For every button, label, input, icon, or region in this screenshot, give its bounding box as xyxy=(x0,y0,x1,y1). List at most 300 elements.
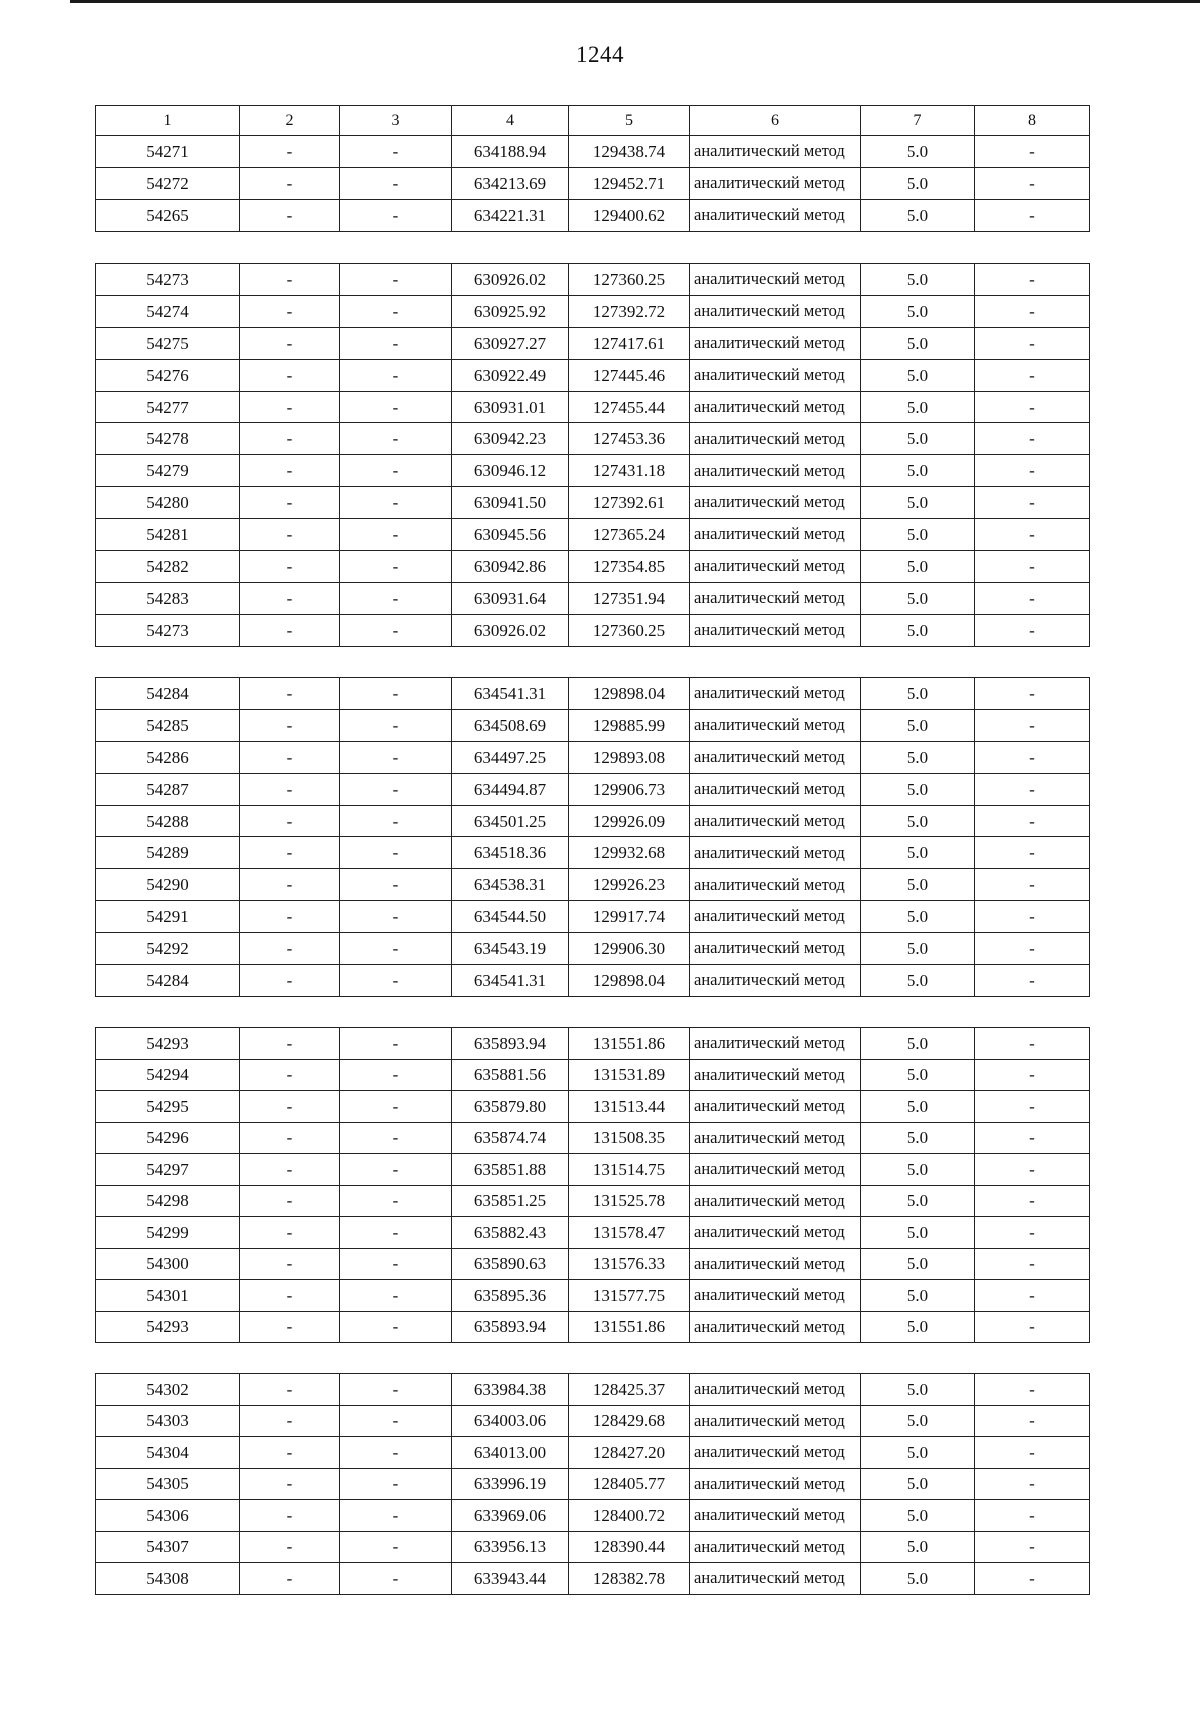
table-cell: аналитический метод xyxy=(690,264,861,296)
table-cell: 131576.33 xyxy=(569,1248,690,1280)
table-cell: 5.0 xyxy=(861,487,975,519)
table-cell: 128425.37 xyxy=(569,1374,690,1406)
table-cell: аналитический метод xyxy=(690,359,861,391)
column-header: 5 xyxy=(569,106,690,136)
table-cell: - xyxy=(240,455,340,487)
table-cell: 5.0 xyxy=(861,1122,975,1154)
table-cell: аналитический метод xyxy=(690,1122,861,1154)
table-cell: аналитический метод xyxy=(690,1059,861,1091)
table-cell: - xyxy=(240,901,340,933)
table-row xyxy=(96,965,1090,997)
table-cell: 54285 xyxy=(96,709,240,741)
table-cell: 54308 xyxy=(96,1563,240,1595)
table-cell: 127453.36 xyxy=(569,423,690,455)
table-cell: 54282 xyxy=(96,551,240,583)
table-cell: аналитический метод xyxy=(690,1531,861,1563)
table-cell: 634003.06 xyxy=(452,1405,569,1437)
table-cell: 5.0 xyxy=(861,1374,975,1406)
table-cell: 5.0 xyxy=(861,1091,975,1123)
table-cell: - xyxy=(240,168,340,200)
table-cell: аналитический метод xyxy=(690,136,861,168)
table-cell: 127351.94 xyxy=(569,582,690,614)
table-cell: - xyxy=(340,359,452,391)
table-row xyxy=(96,582,1090,614)
table-cell: 5.0 xyxy=(861,1154,975,1186)
table-cell: 54289 xyxy=(96,837,240,869)
table-cell: - xyxy=(340,1374,452,1406)
table-row xyxy=(96,678,1090,710)
table-cell: 54303 xyxy=(96,1405,240,1437)
table-cell: 634213.69 xyxy=(452,168,569,200)
table-cell: 5.0 xyxy=(861,933,975,965)
table-cell: 634501.25 xyxy=(452,805,569,837)
table-cell: - xyxy=(340,933,452,965)
table-row xyxy=(96,805,1090,837)
table-cell: аналитический метод xyxy=(690,614,861,646)
table-cell: 129926.23 xyxy=(569,869,690,901)
table-row xyxy=(96,423,1090,455)
table-cell: - xyxy=(975,487,1090,519)
table-row xyxy=(96,1028,1090,1060)
table-cell: 54286 xyxy=(96,741,240,773)
table-cell: - xyxy=(240,869,340,901)
coordinates-table-block xyxy=(95,1373,1090,1595)
table-cell: - xyxy=(340,1248,452,1280)
table-cell: 127431.18 xyxy=(569,455,690,487)
table-cell: 630925.92 xyxy=(452,295,569,327)
table-row xyxy=(96,1405,1090,1437)
table-cell: 5.0 xyxy=(861,168,975,200)
table-cell: 630926.02 xyxy=(452,264,569,296)
table-cell: 129438.74 xyxy=(569,136,690,168)
table-row xyxy=(96,1280,1090,1312)
table-cell: 5.0 xyxy=(861,1280,975,1312)
table-cell: 5.0 xyxy=(861,264,975,296)
table-cell: 635882.43 xyxy=(452,1217,569,1249)
table-cell: - xyxy=(240,1059,340,1091)
table-cell: 5.0 xyxy=(861,423,975,455)
table-cell: - xyxy=(340,455,452,487)
table-cell: аналитический метод xyxy=(690,551,861,583)
table-row xyxy=(96,1217,1090,1249)
table-cell: - xyxy=(240,1437,340,1469)
table-cell: - xyxy=(975,614,1090,646)
table-row xyxy=(96,741,1090,773)
table-cell: 635874.74 xyxy=(452,1122,569,1154)
table-cell: 128429.68 xyxy=(569,1405,690,1437)
table-cell: - xyxy=(240,582,340,614)
table-cell: 5.0 xyxy=(861,1028,975,1060)
table-row xyxy=(96,1311,1090,1343)
table-cell: - xyxy=(340,869,452,901)
table-cell: 5.0 xyxy=(861,359,975,391)
table-cell: 634541.31 xyxy=(452,965,569,997)
coordinates-table-block xyxy=(95,105,1090,232)
table-cell: аналитический метод xyxy=(690,901,861,933)
table-row xyxy=(96,1091,1090,1123)
table-cell: аналитический метод xyxy=(690,837,861,869)
table-cell: 630942.23 xyxy=(452,423,569,455)
table-cell: 127392.61 xyxy=(569,487,690,519)
table-row xyxy=(96,295,1090,327)
table-cell: 54293 xyxy=(96,1028,240,1060)
table-cell: - xyxy=(975,1217,1090,1249)
table-cell: 129906.73 xyxy=(569,773,690,805)
table-cell: 54274 xyxy=(96,295,240,327)
table-cell: - xyxy=(240,551,340,583)
table-cell: 54271 xyxy=(96,136,240,168)
table-row xyxy=(96,1185,1090,1217)
table-cell: - xyxy=(975,1311,1090,1343)
table-cell: 54290 xyxy=(96,869,240,901)
table-cell: 634497.25 xyxy=(452,741,569,773)
table-cell: 54273 xyxy=(96,264,240,296)
table-cell: 634543.19 xyxy=(452,933,569,965)
table-cell: - xyxy=(240,1500,340,1532)
table-cell: 129917.74 xyxy=(569,901,690,933)
table-cell: аналитический метод xyxy=(690,455,861,487)
table-row xyxy=(96,168,1090,200)
table-cell: - xyxy=(975,264,1090,296)
column-header: 6 xyxy=(690,106,861,136)
table-cell: 54284 xyxy=(96,965,240,997)
table-cell: - xyxy=(240,1217,340,1249)
table-cell: - xyxy=(240,1531,340,1563)
table-cell: 54294 xyxy=(96,1059,240,1091)
table-cell: 54280 xyxy=(96,487,240,519)
table-cell: - xyxy=(975,1405,1090,1437)
table-cell: 54298 xyxy=(96,1185,240,1217)
table-cell: 131508.35 xyxy=(569,1122,690,1154)
table-cell: - xyxy=(340,1185,452,1217)
table-cell: 634494.87 xyxy=(452,773,569,805)
table-cell: 5.0 xyxy=(861,1185,975,1217)
table-cell: аналитический метод xyxy=(690,487,861,519)
table-cell: - xyxy=(240,709,340,741)
table-row xyxy=(96,1374,1090,1406)
table-row xyxy=(96,1248,1090,1280)
table-cell: - xyxy=(240,1280,340,1312)
table-cell: - xyxy=(975,1468,1090,1500)
table-cell: - xyxy=(340,264,452,296)
table-cell: - xyxy=(240,773,340,805)
table-cell: - xyxy=(975,773,1090,805)
table-cell: - xyxy=(975,1122,1090,1154)
table-cell: 634544.50 xyxy=(452,901,569,933)
table-cell: - xyxy=(240,1154,340,1186)
table-cell: 630922.49 xyxy=(452,359,569,391)
table-cell: - xyxy=(975,901,1090,933)
table-cell: - xyxy=(340,773,452,805)
table-cell: - xyxy=(240,1374,340,1406)
table-row xyxy=(96,1437,1090,1469)
table-cell: 54272 xyxy=(96,168,240,200)
table-row xyxy=(96,1154,1090,1186)
table-row xyxy=(96,264,1090,296)
table-cell: 5.0 xyxy=(861,519,975,551)
table-cell: 131577.75 xyxy=(569,1280,690,1312)
table-cell: 54279 xyxy=(96,455,240,487)
table-cell: аналитический метод xyxy=(690,582,861,614)
table-cell: - xyxy=(240,1563,340,1595)
table-cell: - xyxy=(340,582,452,614)
table-cell: аналитический метод xyxy=(690,1437,861,1469)
table-cell: 633943.44 xyxy=(452,1563,569,1595)
table-cell: 54265 xyxy=(96,200,240,232)
table-cell: - xyxy=(975,391,1090,423)
table-cell: 54307 xyxy=(96,1531,240,1563)
table-cell: аналитический метод xyxy=(690,1154,861,1186)
table-cell: 630926.02 xyxy=(452,614,569,646)
table-cell: - xyxy=(340,1091,452,1123)
table-cell: - xyxy=(240,933,340,965)
table-cell: 5.0 xyxy=(861,1311,975,1343)
table-cell: - xyxy=(340,295,452,327)
table-cell: 128390.44 xyxy=(569,1531,690,1563)
table-cell: аналитический метод xyxy=(690,200,861,232)
table-cell: 5.0 xyxy=(861,1437,975,1469)
table-cell: 127445.46 xyxy=(569,359,690,391)
table-cell: аналитический метод xyxy=(690,327,861,359)
table-cell: аналитический метод xyxy=(690,678,861,710)
table-cell: - xyxy=(340,487,452,519)
table-cell: - xyxy=(975,136,1090,168)
table-cell: 128400.72 xyxy=(569,1500,690,1532)
table-cell: 54302 xyxy=(96,1374,240,1406)
table-cell: аналитический метод xyxy=(690,1500,861,1532)
table-row xyxy=(96,1468,1090,1500)
table-row xyxy=(96,1563,1090,1595)
table-cell: 5.0 xyxy=(861,837,975,869)
table-cell: - xyxy=(975,327,1090,359)
table-cell: 630927.27 xyxy=(452,327,569,359)
table-cell: 54283 xyxy=(96,582,240,614)
table-cell: 5.0 xyxy=(861,136,975,168)
table-cell: 128382.78 xyxy=(569,1563,690,1595)
table-cell: 131525.78 xyxy=(569,1185,690,1217)
table-cell: аналитический метод xyxy=(690,295,861,327)
table-cell: - xyxy=(240,678,340,710)
table-cell: 635895.36 xyxy=(452,1280,569,1312)
table-cell: - xyxy=(340,1500,452,1532)
table-cell: - xyxy=(975,678,1090,710)
table-cell: - xyxy=(975,200,1090,232)
table-cell: аналитический метод xyxy=(690,1248,861,1280)
table-cell: 127455.44 xyxy=(569,391,690,423)
table-cell: - xyxy=(975,1280,1090,1312)
table-cell: 634518.36 xyxy=(452,837,569,869)
table-row xyxy=(96,1059,1090,1091)
table-cell: - xyxy=(975,551,1090,583)
table-cell: - xyxy=(975,519,1090,551)
table-cell: 54284 xyxy=(96,678,240,710)
table-cell: аналитический метод xyxy=(690,741,861,773)
table-cell: 635851.25 xyxy=(452,1185,569,1217)
table-cell: 54281 xyxy=(96,519,240,551)
table-cell: - xyxy=(240,136,340,168)
table-cell: 54278 xyxy=(96,423,240,455)
table-cell: аналитический метод xyxy=(690,709,861,741)
table-row xyxy=(96,359,1090,391)
table-cell: 54305 xyxy=(96,1468,240,1500)
table-cell: - xyxy=(340,614,452,646)
table-cell: - xyxy=(340,741,452,773)
table-cell: аналитический метод xyxy=(690,1185,861,1217)
table-cell: аналитический метод xyxy=(690,519,861,551)
table-cell: 128405.77 xyxy=(569,1468,690,1500)
table-cell: 5.0 xyxy=(861,391,975,423)
table-row xyxy=(96,327,1090,359)
table-cell: аналитический метод xyxy=(690,869,861,901)
table-cell: 635890.63 xyxy=(452,1248,569,1280)
table-cell: аналитический метод xyxy=(690,773,861,805)
table-cell: 633984.38 xyxy=(452,1374,569,1406)
table-row xyxy=(96,869,1090,901)
table-cell: 54277 xyxy=(96,391,240,423)
table-cell: 54296 xyxy=(96,1122,240,1154)
table-cell: аналитический метод xyxy=(690,423,861,455)
table-cell: 5.0 xyxy=(861,1563,975,1595)
table-cell: 127417.61 xyxy=(569,327,690,359)
table-cell: - xyxy=(240,837,340,869)
table-cell: - xyxy=(975,1059,1090,1091)
table-row xyxy=(96,1500,1090,1532)
table-cell: 5.0 xyxy=(861,614,975,646)
table-cell: - xyxy=(340,200,452,232)
table-cell: 5.0 xyxy=(861,869,975,901)
table-cell: аналитический метод xyxy=(690,805,861,837)
table-cell: 54304 xyxy=(96,1437,240,1469)
table-cell: - xyxy=(340,1468,452,1500)
table-cell: аналитический метод xyxy=(690,965,861,997)
table-cell: 5.0 xyxy=(861,1468,975,1500)
table-cell: - xyxy=(975,1028,1090,1060)
table-cell: - xyxy=(240,805,340,837)
column-header: 2 xyxy=(240,106,340,136)
table-cell: - xyxy=(975,359,1090,391)
table-cell: 129400.62 xyxy=(569,200,690,232)
table-cell: - xyxy=(340,709,452,741)
table-row xyxy=(96,614,1090,646)
table-row xyxy=(96,837,1090,869)
table-cell: 131551.86 xyxy=(569,1028,690,1060)
table-row xyxy=(96,455,1090,487)
column-header: 1 xyxy=(96,106,240,136)
table-cell: 131578.47 xyxy=(569,1217,690,1249)
table-cell: - xyxy=(975,1154,1090,1186)
table-cell: - xyxy=(975,168,1090,200)
table-cell: 5.0 xyxy=(861,741,975,773)
table-cell: аналитический метод xyxy=(690,933,861,965)
table-cell: - xyxy=(975,423,1090,455)
coordinates-table-block xyxy=(95,263,1090,647)
table-cell: 630945.56 xyxy=(452,519,569,551)
table-row xyxy=(96,773,1090,805)
table-row xyxy=(96,901,1090,933)
column-header: 7 xyxy=(861,106,975,136)
table-cell: - xyxy=(340,423,452,455)
table-cell: - xyxy=(340,965,452,997)
table-cell: - xyxy=(340,837,452,869)
table-cell: - xyxy=(240,965,340,997)
table-cell: 630946.12 xyxy=(452,455,569,487)
table-cell: аналитический метод xyxy=(690,1091,861,1123)
table-cell: 129906.30 xyxy=(569,933,690,965)
table-cell: 630931.64 xyxy=(452,582,569,614)
table-cell: аналитический метод xyxy=(690,1374,861,1406)
table-cell: - xyxy=(975,837,1090,869)
table-cell: 5.0 xyxy=(861,805,975,837)
table-cell: 127354.85 xyxy=(569,551,690,583)
table-cell: 633996.19 xyxy=(452,1468,569,1500)
table-cell: 634538.31 xyxy=(452,869,569,901)
table-cell: 634013.00 xyxy=(452,1437,569,1469)
table-cell: - xyxy=(240,327,340,359)
table-cell: 129932.68 xyxy=(569,837,690,869)
table-cell: 635893.94 xyxy=(452,1311,569,1343)
table-cell: - xyxy=(340,805,452,837)
table-cell: 131531.89 xyxy=(569,1059,690,1091)
table-cell: 129452.71 xyxy=(569,168,690,200)
table-cell: - xyxy=(975,1437,1090,1469)
table-cell: 54301 xyxy=(96,1280,240,1312)
table-cell: - xyxy=(340,391,452,423)
table-cell: 54299 xyxy=(96,1217,240,1249)
table-cell: - xyxy=(340,1028,452,1060)
table-cell: 54295 xyxy=(96,1091,240,1123)
table-cell: 634188.94 xyxy=(452,136,569,168)
table-cell: 5.0 xyxy=(861,582,975,614)
table-cell: 127365.24 xyxy=(569,519,690,551)
table-cell: - xyxy=(240,1122,340,1154)
table-cell: - xyxy=(340,1154,452,1186)
table-cell: 633969.06 xyxy=(452,1500,569,1532)
table-cell: 127360.25 xyxy=(569,264,690,296)
table-row xyxy=(96,391,1090,423)
table-row xyxy=(96,136,1090,168)
table-cell: - xyxy=(975,1248,1090,1280)
table-cell: - xyxy=(240,741,340,773)
table-cell: 54300 xyxy=(96,1248,240,1280)
table-cell: - xyxy=(240,359,340,391)
table-cell: 5.0 xyxy=(861,709,975,741)
table-row xyxy=(96,709,1090,741)
table-cell: - xyxy=(240,487,340,519)
table-cell: 5.0 xyxy=(861,965,975,997)
table-cell: 54287 xyxy=(96,773,240,805)
table-row xyxy=(96,200,1090,232)
table-cell: 5.0 xyxy=(861,295,975,327)
table-cell: аналитический метод xyxy=(690,1311,861,1343)
table-cell: 630942.86 xyxy=(452,551,569,583)
table-cell: аналитический метод xyxy=(690,1280,861,1312)
table-cell: - xyxy=(340,1563,452,1595)
table-cell: - xyxy=(240,519,340,551)
table-cell: 5.0 xyxy=(861,901,975,933)
table-cell: 5.0 xyxy=(861,1059,975,1091)
table-cell: 630931.01 xyxy=(452,391,569,423)
table-cell: - xyxy=(240,264,340,296)
table-cell: аналитический метод xyxy=(690,1563,861,1595)
table-cell: 5.0 xyxy=(861,327,975,359)
table-cell: - xyxy=(975,1563,1090,1595)
table-cell: 129893.08 xyxy=(569,741,690,773)
table-cell: 634508.69 xyxy=(452,709,569,741)
table-cell: 129885.99 xyxy=(569,709,690,741)
table-cell: 54288 xyxy=(96,805,240,837)
table-cell: 129898.04 xyxy=(569,678,690,710)
table-cell: 129926.09 xyxy=(569,805,690,837)
